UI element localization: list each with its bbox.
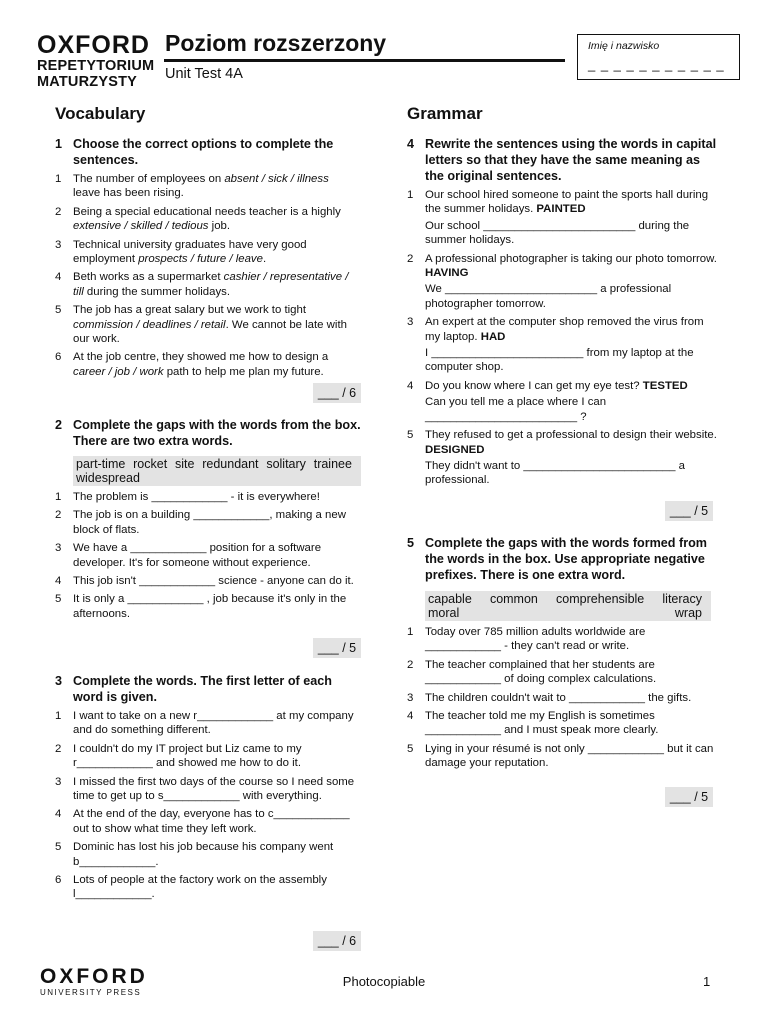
exercise-item — [55, 592, 361, 621]
photocopiable-label: Photocopiable — [342, 974, 426, 989]
vocabulary-heading: Vocabulary — [55, 104, 146, 123]
logo-line-maturzysty: MATURZYSTY — [37, 73, 138, 90]
instruction-text: Complete the words. The first letter of each word is given. — [73, 674, 332, 704]
answer-line[interactable]: Can you tell me a place where I can ________________________ ? — [425, 396, 607, 423]
footer-brand-sub: UNIVERSITY PRESS — [40, 988, 142, 997]
item-text: I want to take on a new r____________ at my company and do something different. — [73, 710, 354, 737]
exercise-item — [407, 188, 717, 248]
item-number: 4 — [55, 575, 62, 588]
item-text: Lying in your résumé is not only ____________ but it can damage your reputation. — [425, 742, 714, 770]
item-text: At the job centre, they showed me how to design a career / job / work path to help me plan my future. — [73, 351, 329, 378]
word-box-word: solitary — [266, 457, 306, 471]
item-text: We have a ____________ position for a software developer. It's for someone without experience. — [73, 542, 322, 569]
grammar-heading: Grammar — [407, 104, 483, 123]
exercise-item — [55, 350, 355, 379]
logo-line-oxford: OXFORD — [37, 31, 150, 59]
item-text: They refused to get a professional to design their website. DESIGNED They didn't want to ________________________ a professional. — [425, 429, 717, 487]
word-box-word: wrap — [674, 606, 702, 620]
item-number: 3 — [407, 316, 414, 329]
exercise-item — [55, 873, 361, 902]
exercise-item — [55, 709, 361, 738]
word-box-word: literacy — [662, 592, 702, 606]
item-text: An expert at the computer shop removed the virus from my laptop. HAD I ________________________ from my laptop at the computer shop. — [425, 315, 717, 375]
item-number: 5 — [55, 304, 62, 317]
item-number: 1 — [55, 710, 62, 722]
exercise-4-items — [407, 188, 717, 488]
word-box-word: part-time — [76, 457, 126, 471]
exercise-item — [407, 428, 717, 488]
page-title: Poziom rozszerzony — [165, 30, 387, 56]
item-text: Beth works as a supermarket cashier / representative / till during the summer holidays. — [73, 271, 349, 298]
item-number: 1 — [407, 189, 414, 201]
answer-line[interactable]: We ________________________ a professional photographer tomorrow. — [425, 283, 672, 310]
item-text: Dominic has lost his job because his company went b____________. — [73, 841, 334, 868]
word-box-word: rocket — [133, 457, 168, 471]
exercise-2 — [55, 417, 361, 621]
item-text: The job is on a building ____________, making a new block of flats. — [73, 509, 346, 536]
exercise-item — [55, 270, 355, 299]
item-text: Today over 785 million adults worldwide are ____________ - they can't read or write. — [425, 626, 646, 653]
item-number: 1 — [407, 626, 414, 638]
item-number: 1 — [55, 491, 62, 503]
item-text: The job has a great salary but we work to tight commission / deadlines / retail. We cannot be late with our work. — [73, 304, 347, 346]
page-number: 1 — [703, 974, 711, 989]
item-text: The number of employees on absent / sick / illness leave has been rising. — [73, 173, 329, 200]
item-number: 5 — [407, 429, 414, 442]
item-number: 6 — [55, 874, 62, 887]
exercise-item — [55, 172, 355, 201]
word-box-word: trainee — [313, 457, 352, 471]
word-box — [425, 591, 711, 621]
instruction-text: Rewrite the sentences using the words in capital letters so that they have the same meaning as the original sentences. — [425, 137, 717, 183]
item-number: 4 — [55, 271, 62, 284]
item-text: The problem is ____________ - it is everywhere! — [73, 491, 320, 503]
item-number: 3 — [55, 775, 62, 788]
exercise-4 — [407, 136, 717, 488]
exercise-item — [407, 379, 717, 424]
item-number: 3 — [407, 691, 414, 704]
exercise-number: 4 — [407, 137, 415, 151]
item-text: It is only a ____________ , job because it's only in the afternoons. — [73, 593, 347, 620]
name-label: Imię i nazwisko — [588, 40, 660, 52]
exercise-item — [55, 775, 361, 804]
exercise-number: 1 — [55, 137, 63, 151]
exercise-5-instruction — [407, 535, 717, 583]
instruction-text: Complete the gaps with the words formed from the words in the box. Use appropriate negative prefixes. There is one extra word. — [425, 536, 707, 582]
exercise-item — [407, 691, 717, 705]
exercise-number: 5 — [407, 536, 415, 550]
answer-line[interactable]: Our school ________________________ during the summer holidays. — [425, 219, 690, 247]
name-line: _ _ _ _ _ _ _ _ _ _ _ — [588, 57, 725, 72]
item-number: 4 — [407, 379, 414, 392]
page-subtitle: Unit Test 4A — [165, 66, 243, 82]
item-number: 5 — [55, 841, 62, 854]
item-text: The children couldn't wait to ____________ the gifts. — [425, 691, 692, 704]
exercise-item — [55, 807, 361, 836]
exercise-item — [55, 742, 361, 771]
exercise-1-score: ___ / 6 — [313, 383, 361, 403]
item-text: I missed the first two days of the course so I need some time to get up to s____________ with everything. — [73, 775, 355, 803]
exercise-item — [55, 303, 355, 346]
exercise-3-items — [55, 709, 361, 902]
exercise-2-score: ___ / 5 — [313, 638, 361, 658]
item-text: Our school hired someone to paint the sports hall during the summer holidays. PAINTED Our school ________________________ during the summer holidays. — [425, 188, 717, 248]
word-box-word: common — [489, 592, 538, 606]
exercise-item — [407, 709, 717, 738]
item-text: Do you know where I can get my eye test? TESTED Can you tell me a place where I can ________________________ ? — [425, 379, 717, 424]
exercise-1 — [55, 136, 355, 379]
exercise-3-score: ___ / 6 — [313, 931, 361, 951]
name-box[interactable] — [577, 34, 740, 80]
exercise-5-items — [407, 625, 717, 771]
exercise-item — [407, 315, 717, 375]
item-number: 4 — [55, 808, 62, 821]
word-box-word: comprehensible — [556, 592, 645, 606]
exercise-item — [407, 742, 717, 771]
logo-line-repetytorium: REPETYTORIUM — [37, 58, 155, 74]
exercise-1-instruction — [55, 136, 355, 168]
answer-line[interactable]: I ________________________ from my laptop at the computer shop. — [425, 347, 694, 374]
item-number: 5 — [55, 593, 62, 606]
exercise-item — [407, 658, 717, 687]
instruction-text: Complete the gaps with the words from the box. There are two extra words. — [73, 418, 361, 448]
exercise-3 — [55, 673, 361, 902]
word-box-word: capable — [428, 592, 472, 606]
exercise-item — [55, 490, 361, 504]
item-text: The teacher told me my English is sometimes ____________ and I must speak more clearly. — [425, 710, 659, 737]
exercise-4-score: ___ / 5 — [665, 501, 713, 521]
item-text: A professional photographer is taking our photo tomorrow. HAVING We ________________________ a professional photographer tomorrow. — [425, 252, 717, 310]
exercise-number: 3 — [55, 674, 63, 688]
exercise-item — [407, 252, 717, 312]
item-text: This job isn't ____________ science - anyone can do it. — [73, 575, 354, 588]
item-number: 2 — [55, 509, 62, 522]
exercise-item — [55, 840, 361, 869]
exercise-item — [55, 205, 355, 234]
item-number: 2 — [407, 658, 414, 671]
item-text: Technical university graduates have very good employment prospects / future / leave. — [73, 238, 307, 266]
item-number: 3 — [55, 238, 62, 251]
item-number: 1 — [55, 173, 62, 185]
item-number: 4 — [407, 710, 414, 723]
word-box-word: redundant — [202, 457, 259, 471]
word-box — [73, 456, 361, 486]
instruction-text: Choose the correct options to complete the sentences. — [73, 137, 334, 167]
answer-line[interactable]: They didn't want to ________________________ a professional. — [425, 459, 685, 487]
exercise-2-instruction — [55, 417, 361, 449]
exercise-item — [55, 238, 355, 267]
item-number: 2 — [55, 742, 62, 755]
exercise-3-instruction — [55, 673, 361, 705]
item-text: Being a special educational needs teacher is a highly extensive / skilled / tedious job. — [73, 205, 341, 233]
item-number: 2 — [55, 205, 62, 218]
exercise-number: 2 — [55, 418, 63, 432]
word-box-word: widespread — [76, 471, 140, 485]
exercise-2-items — [55, 490, 361, 621]
exercise-1-items — [55, 172, 355, 379]
exercise-item — [407, 625, 717, 654]
item-text: Lots of people at the factory work on the assembly l____________. — [73, 874, 327, 901]
item-number: 6 — [55, 351, 62, 364]
item-text: I couldn't do my IT project but Liz came to my r____________ and showed me how to do it. — [73, 742, 302, 770]
exercise-item — [55, 508, 361, 537]
exercise-4-instruction — [407, 136, 717, 184]
item-text: The teacher complained that her students are ____________ of doing complex calculations. — [425, 658, 657, 686]
exercise-item — [55, 574, 361, 588]
item-number: 3 — [55, 542, 62, 555]
word-box-word: site — [174, 457, 195, 471]
title-divider — [164, 59, 565, 62]
exercise-5 — [407, 535, 717, 771]
word-box-word: moral — [428, 606, 460, 620]
item-number: 5 — [407, 742, 414, 755]
footer-brand: OXFORD — [40, 965, 148, 988]
item-text: At the end of the day, everyone has to c____________ out to show what time they left work. — [73, 808, 350, 835]
item-number: 2 — [407, 252, 414, 265]
oxford-repetytorium-logo — [37, 33, 155, 89]
exercise-5-score: ___ / 5 — [665, 787, 713, 807]
exercise-item — [55, 541, 361, 570]
